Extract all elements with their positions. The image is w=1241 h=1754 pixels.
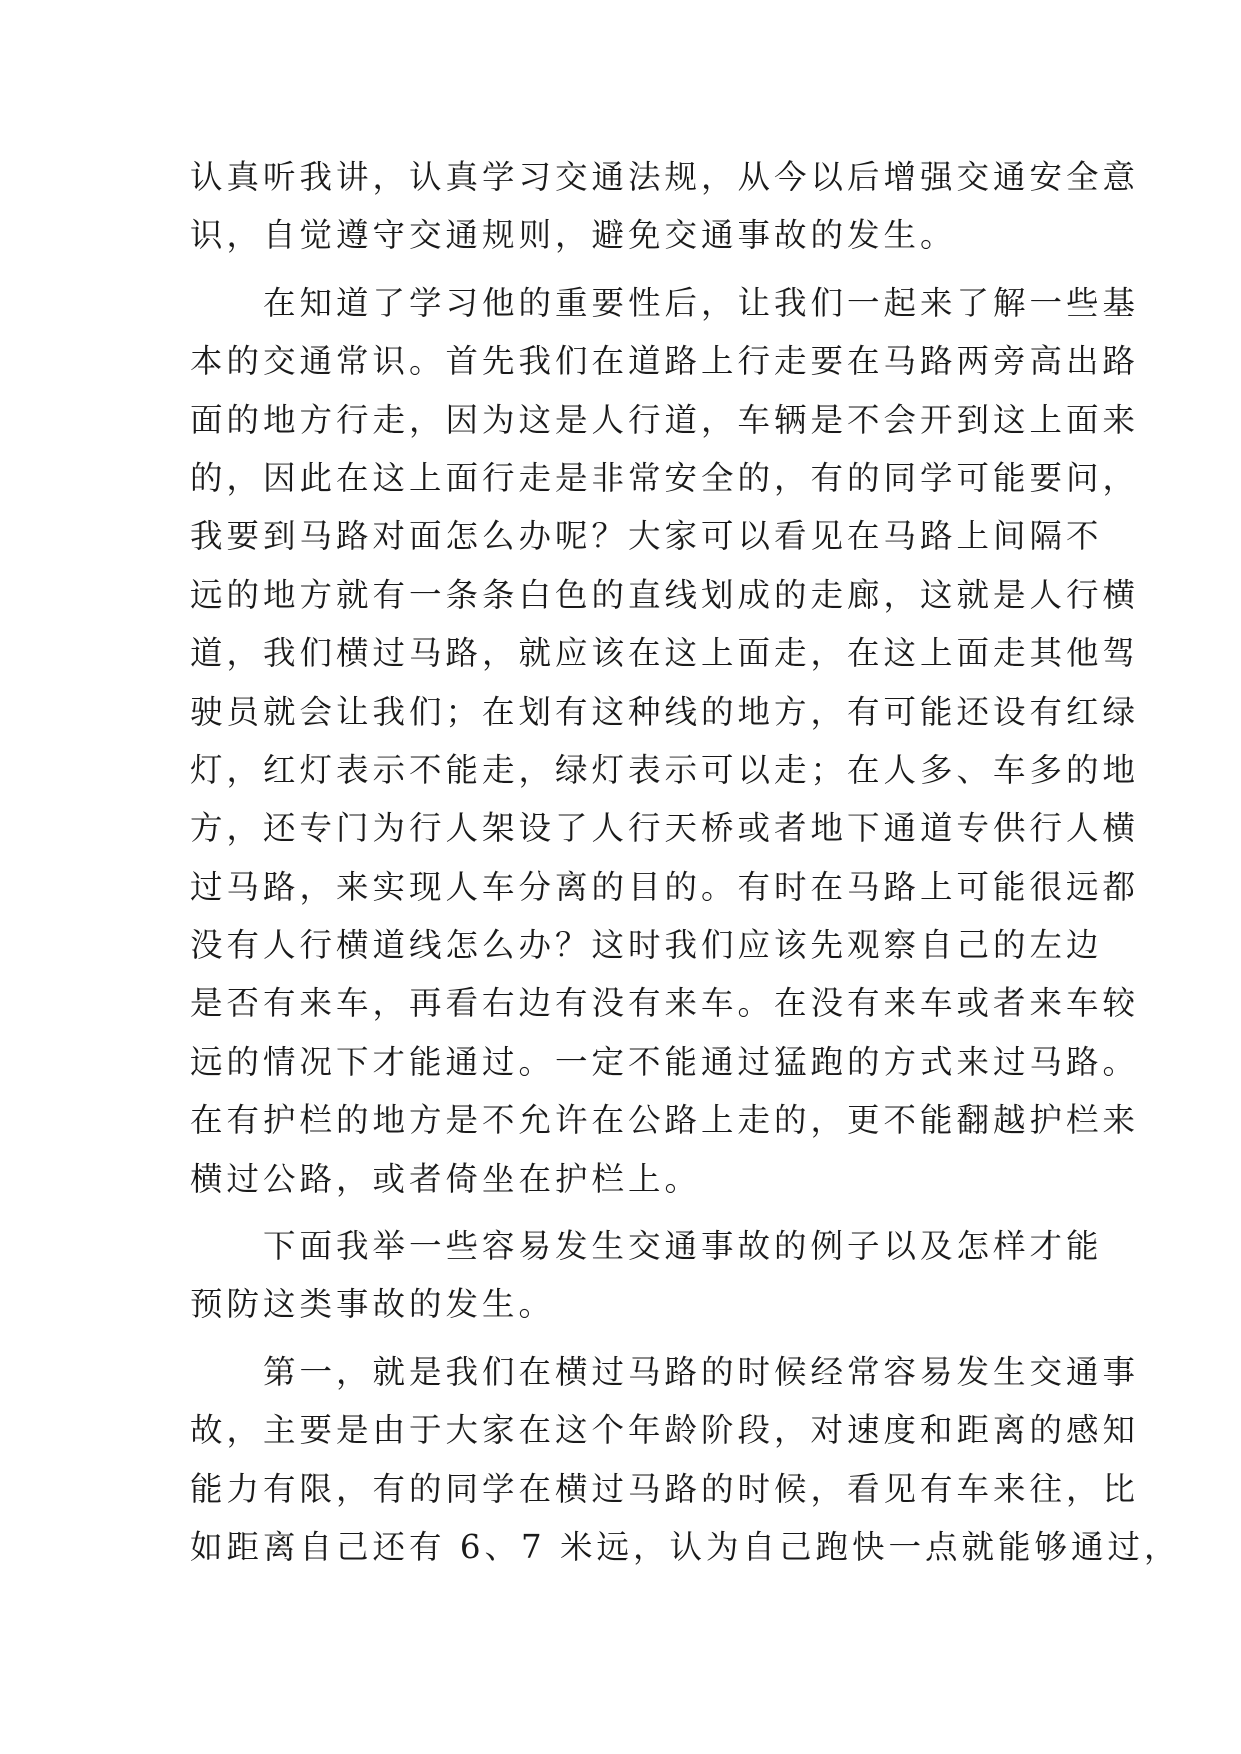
text-line: 横过公路，或者倚坐在护栏上。 (190, 1159, 702, 1198)
text-line: 是否有来车，再看右边有没有来车。在没有来车或者来车较 (190, 984, 1140, 1023)
text-line: 第一，就是我们在横过马路的时候经常容易发生交通事 (190, 1352, 1140, 1391)
text-line: 在知道了学习他的重要性后，让我们一起来了解一些基 (190, 283, 1140, 322)
text-line: 识，自觉遵守交通规则，避免交通事故的发生。 (190, 216, 957, 255)
paragraph (190, 1343, 1181, 1577)
text-line: 远的地方就有一条条白色的直线划成的走廊，这就是人行横 (190, 575, 1140, 614)
text-line: 下面我举一些容易发生交通事故的例子以及怎样才能 (190, 1227, 1103, 1266)
text-line: 的，因此在这上面行走是非常安全的，有的同学可能要问， (190, 458, 1140, 497)
paragraph (190, 148, 1140, 265)
text-line: 面的地方行走，因为这是人行道，车辆是不会开到这上面来 (190, 400, 1140, 439)
text-line: 方，还专门为行人架设了人行天桥或者地下通道专供行人横 (190, 809, 1140, 848)
text-line: 远的情况下才能通过。一定不能通过猛跑的方式来过马路。 (190, 1042, 1140, 1081)
paragraph (190, 1217, 1103, 1334)
text-line: 故，主要是由于大家在这个年龄阶段，对速度和距离的感知 (190, 1411, 1140, 1450)
text-line: 本的交通常识。首先我们在道路上行走要在马路两旁高出路 (190, 342, 1140, 381)
text-line: 道，我们横过马路，就应该在这上面走，在这上面走其他驾 (190, 634, 1140, 673)
text-line: 如距离自己还有 6、7 米远，认为自己跑快一点就能够通过， (190, 1527, 1181, 1566)
text-line: 没有人行横道线怎么办？这时我们应该先观察自己的左边 (190, 926, 1103, 965)
text-line: 预防这类事故的发生。 (190, 1285, 556, 1324)
text-line: 在有护栏的地方是不允许在公路上走的，更不能翻越护栏来 (190, 1101, 1140, 1140)
paragraph (190, 274, 1140, 1208)
text-line: 灯，红灯表示不能走，绿灯表示可以走；在人多、车多的地 (190, 750, 1140, 789)
text-line: 能力有限，有的同学在横过马路的时候，看见有车来往，比 (190, 1469, 1140, 1508)
document-body (190, 148, 1181, 1576)
text-line: 认真听我讲，认真学习交通法规，从今以后增强交通安全意 (190, 158, 1140, 196)
text-line: 驶员就会让我们；在划有这种线的地方，有可能还设有红绿 (190, 692, 1140, 731)
text-line: 我要到马路对面怎么办呢？大家可以看见在马路上间隔不 (190, 517, 1103, 556)
text-line: 过马路，来实现人车分离的目的。有时在马路上可能很远都 (190, 867, 1140, 906)
